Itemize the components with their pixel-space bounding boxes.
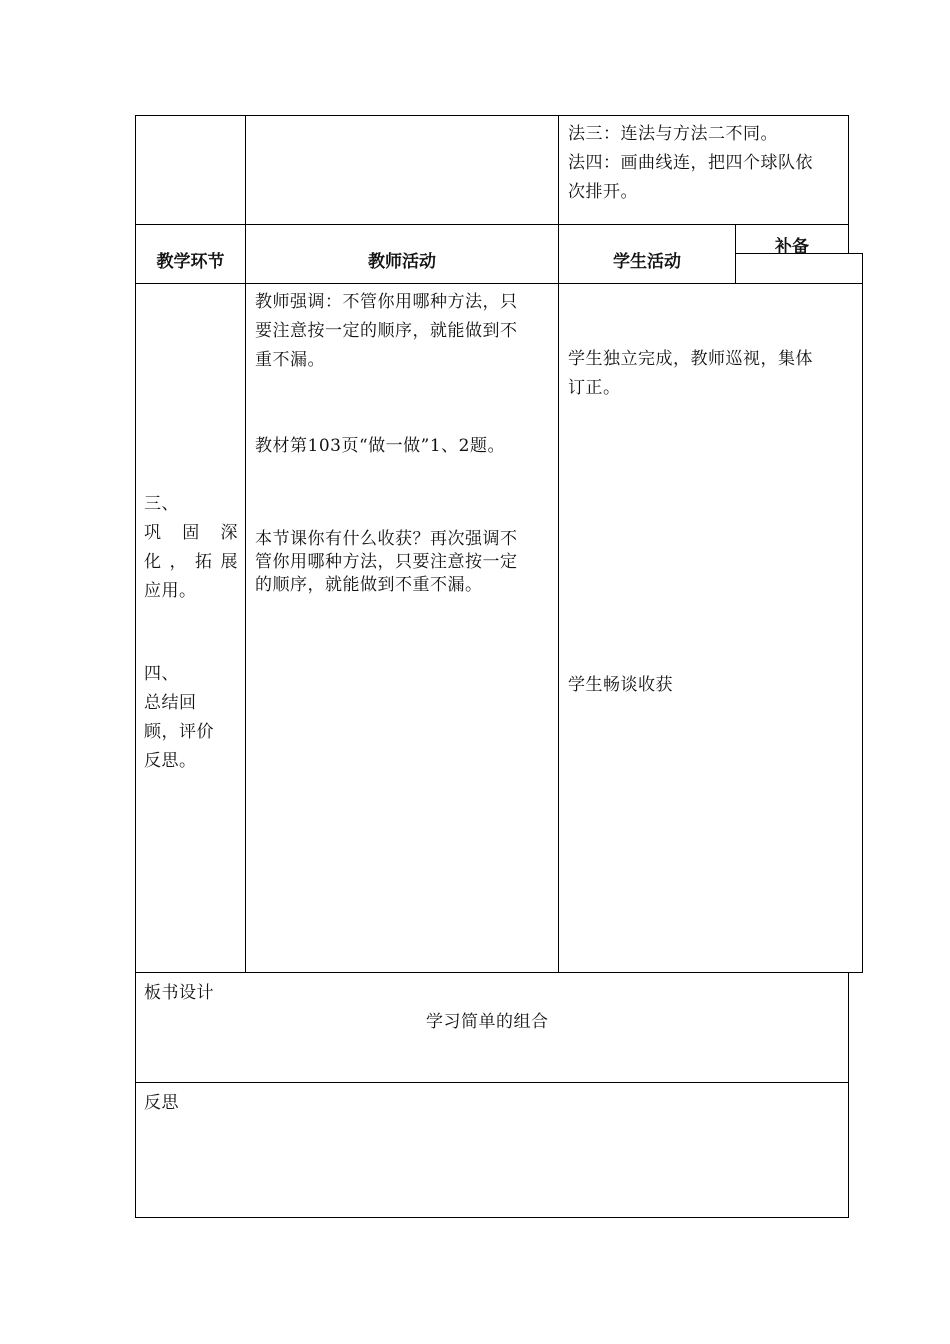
text-line: 反思。 [144, 751, 197, 771]
text-line: 化，拓展 [144, 552, 238, 572]
border-right-top [848, 115, 849, 254]
stage-3 [144, 490, 238, 606]
text-line: 本节课你有什么收获？再次强调不 [255, 529, 518, 549]
text-line: 法四：画曲线连，把四个球队依 [568, 153, 813, 173]
text-line: 要注意按一定的顺序，就能做到不 [255, 321, 518, 341]
border-header-top [135, 224, 849, 225]
text-line: 订正。 [568, 378, 621, 398]
text-line: 巩固深 [144, 523, 238, 543]
student-paragraph-2: 学生畅谈收获 [568, 675, 673, 695]
text-line: 顾，评价 [144, 722, 214, 742]
border-left [135, 115, 136, 1218]
reflection-label: 反思 [144, 1093, 179, 1113]
student-paragraph-1 [568, 345, 856, 403]
border-col2 [558, 115, 559, 973]
text-line: 学生独立完成，教师巡视，集体 [568, 349, 813, 369]
border-board-bottom [135, 1082, 849, 1083]
border-bottom [135, 1217, 849, 1218]
top-student-cell [568, 120, 848, 207]
board-label: 板书设计 [144, 983, 214, 1003]
teacher-paragraph-2: 教材第103页“做一做”1、2题。 [255, 436, 505, 456]
teacher-paragraph-1 [255, 288, 553, 375]
header-student: 学生活动 [613, 252, 681, 272]
border-right-bottom [848, 972, 849, 1218]
header-supplement: 补备 [775, 237, 809, 257]
border-top [135, 115, 849, 116]
text-line: 法三：连法与方法二不同。 [568, 124, 778, 144]
stage-number: 四、 [144, 664, 179, 684]
stage-4 [144, 660, 238, 776]
border-col1 [245, 115, 246, 973]
text-line: 总结回 [144, 693, 197, 713]
text-line: 次排开。 [568, 182, 638, 202]
header-teacher: 教师活动 [368, 252, 436, 272]
text-line: 教师强调：不管你用哪种方法，只 [255, 292, 518, 312]
text-line: 重不漏。 [255, 350, 325, 370]
text-line: 的顺序，就能做到不重不漏。 [255, 575, 483, 595]
border-right-body [862, 253, 863, 973]
header-stage: 教学环节 [156, 252, 225, 272]
teacher-paragraph-3 [255, 528, 553, 597]
text-line: 管你用哪种方法，只要注意按一定 [255, 552, 518, 572]
text-line: 应用。 [144, 581, 197, 601]
board-title: 学习简单的组合 [426, 1012, 549, 1032]
stage-number: 三、 [144, 494, 179, 514]
